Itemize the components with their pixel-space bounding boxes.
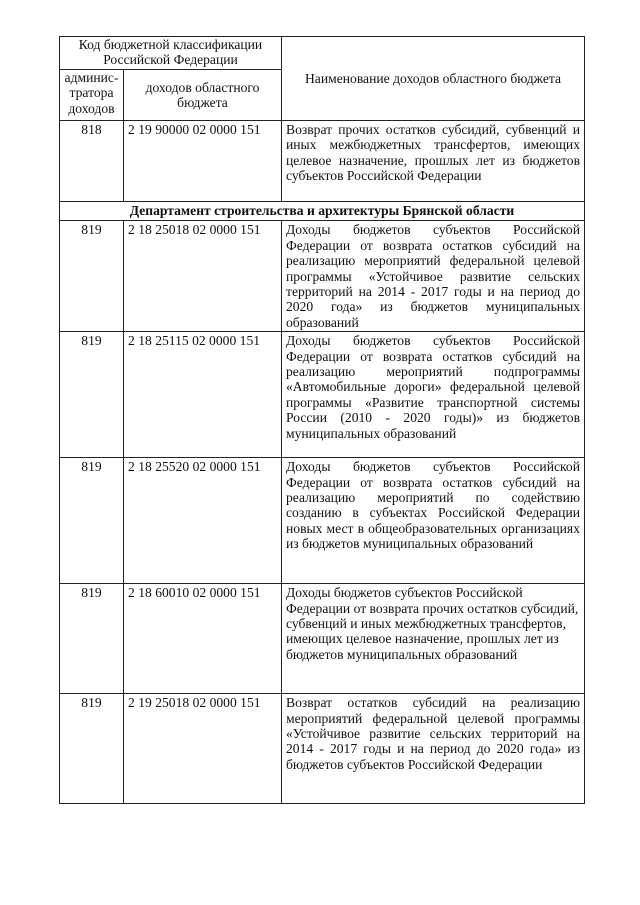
admin-code-cell: 819	[60, 332, 124, 458]
admin-code-cell: 819	[60, 458, 124, 584]
income-name-cell: Возврат остатков субсидий на реализацию мероприятий федеральной целевой программы «Устойчивое развитие сельских территорий на 2014 - 2017 годы и на период до 2020 года» из бюджетов субъектов Российской Федерации	[282, 694, 585, 804]
admin-code-cell: 819	[60, 221, 124, 332]
header-admin-label: админис-тратора доходов	[60, 70, 124, 121]
table-row	[60, 694, 585, 804]
income-name-cell: Доходы бюджетов субъектов Российской Федерации от возврата остатков субсидий на реализацию мероприятий федеральной целевой программы «Устойчивое развитие сельских территорий на 2014 - 2017 годы и на период до 2020 года» из бюджетов муниципальных образований	[282, 221, 585, 332]
income-name-cell: Возврат прочих остатков субсидий, субвенций и иных межбюджетных трансфертов, имеющих целевое назначение, прошлых лет из бюджетов субъектов Российской Федерации	[282, 121, 585, 202]
table-row	[60, 458, 585, 584]
admin-code-cell: 818	[60, 121, 124, 202]
section-row	[60, 202, 585, 221]
budget-classification-table	[59, 36, 585, 804]
income-name-cell: Доходы бюджетов субъектов Российской Федерации от возврата остатков субсидий на реализацию мероприятий подпрограммы «Автомобильные дороги» федеральной целевой программы «Развитие транспортной системы России (2010 - 2020 годы)» из бюджетов муниципальных образований	[282, 332, 585, 458]
header-row-top	[60, 37, 585, 70]
section-title: Департамент строительства и архитектуры Брянской области	[60, 202, 585, 221]
income-code-cell: 2 18 25520 02 0000 151	[124, 458, 282, 584]
income-code-cell: 2 18 25018 02 0000 151	[124, 221, 282, 332]
income-name-cell: Доходы бюджетов субъектов Российской Федерации от возврата прочих остатков субсидий, субвенций и иных межбюджетных трансфертов, имеющих целевое назначение, прошлых лет из бюджетов муниципальных образований	[282, 584, 585, 694]
header-code-label: доходов областного бюджета	[124, 70, 282, 121]
income-code-cell: 2 18 25115 02 0000 151	[124, 332, 282, 458]
income-code-cell: 2 19 90000 02 0000 151	[124, 121, 282, 202]
admin-code-cell: 819	[60, 584, 124, 694]
income-code-cell: 2 19 25018 02 0000 151	[124, 694, 282, 804]
income-name-cell: Доходы бюджетов субъектов Российской Федерации от возврата остатков субсидий на реализацию мероприятий по содействию созданию в субъектах Российской Федерации новых мест в общеобразовательных организациях из бюджетов муниципальных образований	[282, 458, 585, 584]
header-name-label: Наименование доходов областного бюджета	[282, 37, 585, 121]
income-code-cell: 2 18 60010 02 0000 151	[124, 584, 282, 694]
header-group-title: Код бюджетной классификации Российской Федерации	[60, 37, 282, 70]
table-row	[60, 584, 585, 694]
table-row	[60, 121, 585, 202]
admin-code-cell: 819	[60, 694, 124, 804]
table-row	[60, 332, 585, 458]
table-row	[60, 221, 585, 332]
